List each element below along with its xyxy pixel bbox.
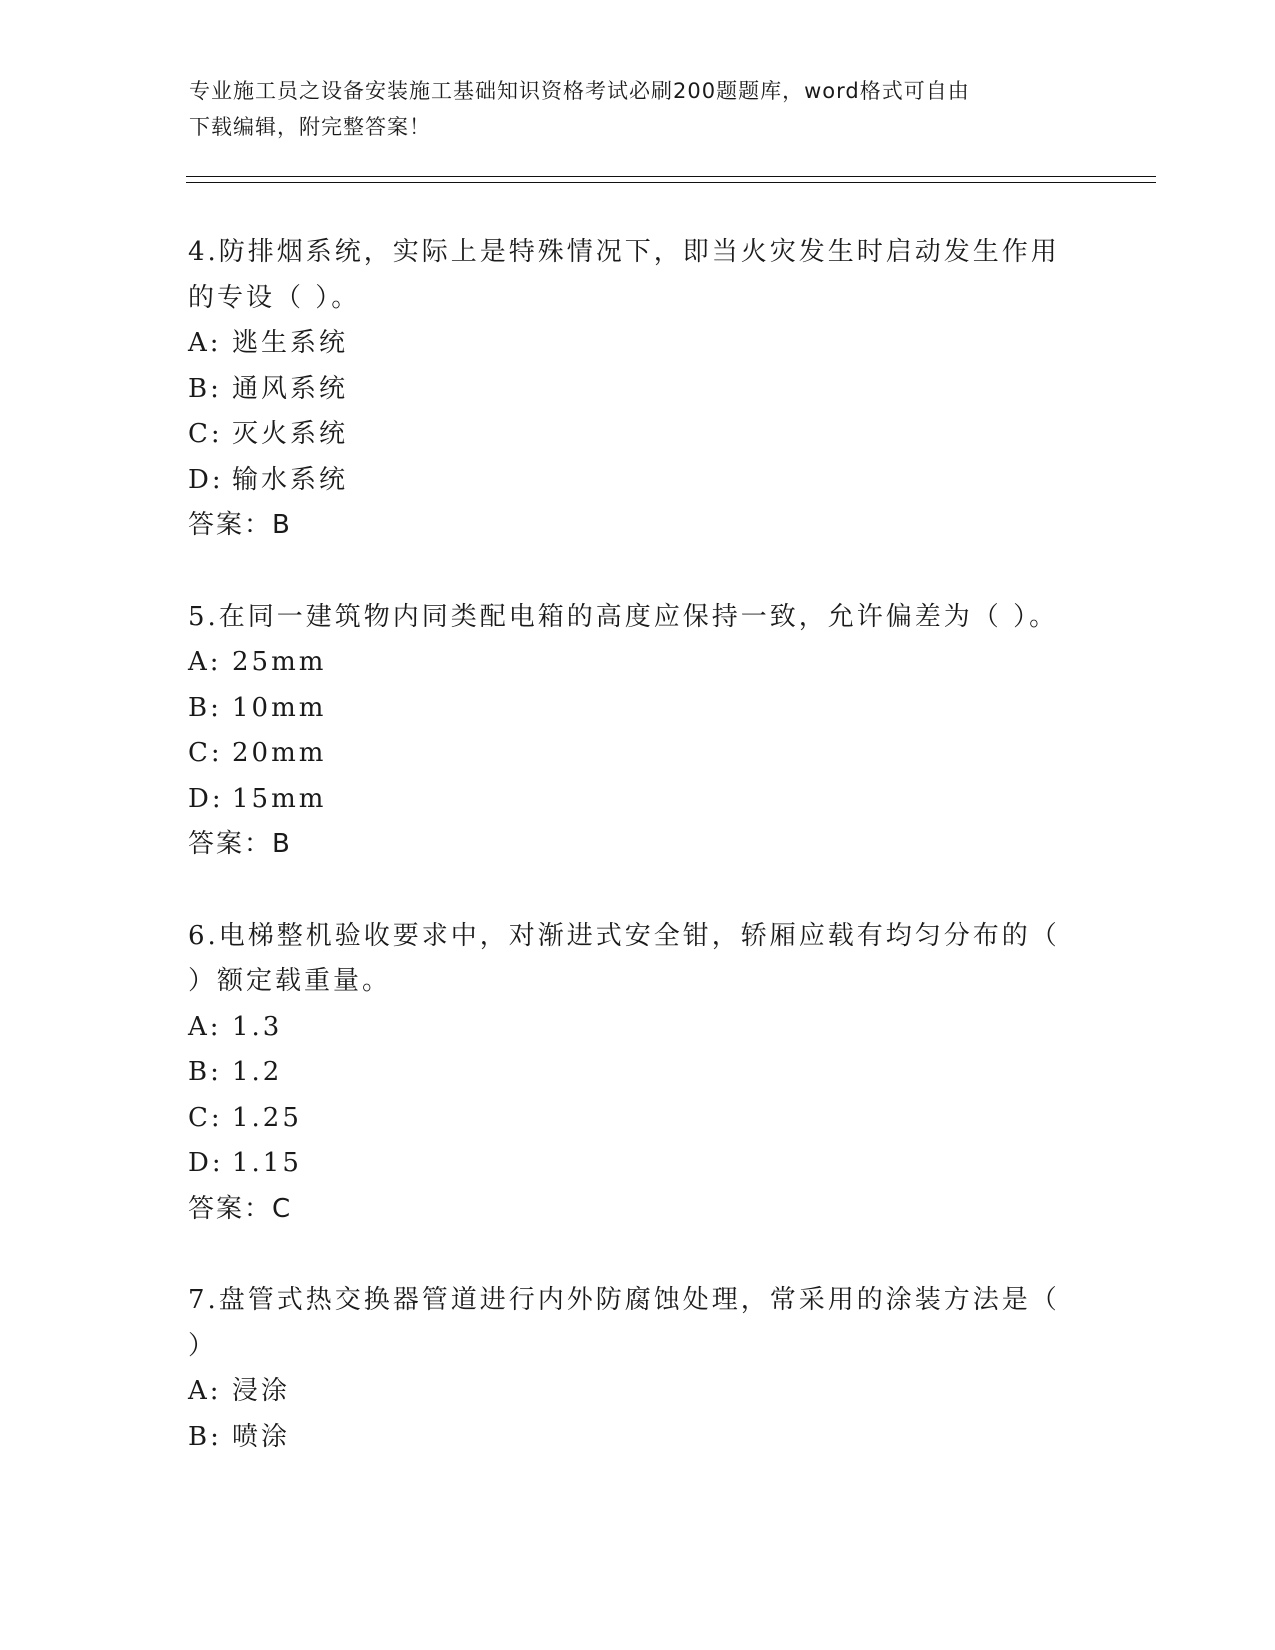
option-letter: B:	[188, 1421, 222, 1452]
question-7	[188, 1278, 1078, 1460]
question-stem	[188, 1278, 1078, 1369]
option-b	[188, 1050, 1078, 1096]
option-text: 灭火系统	[232, 419, 349, 449]
option-c	[188, 731, 1078, 777]
question-stem	[188, 914, 1078, 1005]
option-text: 10mm	[232, 692, 327, 723]
option-letter: D:	[188, 464, 224, 495]
header-line-2: 下载编辑，附完整答案！	[189, 115, 431, 139]
option-text: 15mm	[232, 783, 327, 814]
option-b	[188, 1415, 1078, 1461]
stem-line: 的专设（ ）。	[188, 282, 361, 313]
header-divider-top	[186, 176, 1156, 177]
option-letter: C:	[188, 1102, 223, 1133]
option-d	[188, 1141, 1078, 1187]
option-letter: A:	[188, 328, 222, 358]
option-b	[188, 686, 1078, 732]
option-letter: B:	[188, 373, 222, 404]
option-letter: D:	[188, 1148, 224, 1178]
question-5	[188, 595, 1078, 868]
option-c	[188, 1096, 1078, 1142]
document-header	[189, 73, 1089, 145]
option-c	[188, 412, 1078, 458]
option-letter: A:	[188, 1011, 222, 1042]
option-text: 1.25	[232, 1102, 302, 1133]
option-a	[188, 1005, 1078, 1051]
option-letter: A:	[188, 1376, 222, 1406]
option-letter: B:	[188, 692, 222, 723]
option-text: 通风系统	[232, 373, 349, 404]
question-list	[188, 230, 1078, 1506]
option-d	[188, 777, 1078, 823]
option-letter: C:	[188, 738, 223, 768]
option-letter: B:	[188, 1057, 222, 1087]
option-a	[188, 1369, 1078, 1415]
option-text: 逃生系统	[232, 328, 349, 358]
option-letter: A:	[188, 647, 222, 677]
option-a	[188, 321, 1078, 367]
option-d	[188, 458, 1078, 504]
stem-line: 4.防排烟系统，实际上是特殊情况下，即当火灾发生时启动发生作用	[188, 237, 1060, 267]
stem-line: 7.盘管式热交换器管道进行内外防腐蚀处理，常采用的涂装方法是（	[188, 1285, 1060, 1315]
question-4	[188, 230, 1078, 549]
header-divider-bottom	[186, 182, 1156, 183]
stem-line: ）额定载重量。	[188, 966, 392, 996]
option-text: 20mm	[232, 738, 327, 768]
option-text: 1.2	[232, 1057, 283, 1087]
option-b	[188, 367, 1078, 413]
stem-line: ）	[188, 1330, 218, 1361]
option-text: 输水系统	[232, 464, 349, 495]
option-letter: D:	[188, 783, 224, 814]
question-6	[188, 914, 1078, 1233]
stem-line: 5.在同一建筑物内同类配电箱的高度应保持一致，允许偏差为（ ）。	[188, 601, 1059, 632]
answer-line: 答案：C	[188, 1193, 293, 1224]
option-letter: C:	[188, 419, 223, 449]
option-text: 浸涂	[232, 1376, 291, 1406]
option-text: 喷涂	[232, 1421, 291, 1452]
option-text: 1.3	[232, 1011, 283, 1042]
option-text: 1.15	[232, 1148, 302, 1178]
question-stem	[188, 230, 1078, 321]
question-stem	[188, 595, 1078, 641]
option-text: 25mm	[232, 647, 327, 677]
answer-line: 答案：B	[188, 510, 292, 540]
header-line-1: 专业施工员之设备安装施工基础知识资格考试必刷200题题库，word格式可自由	[189, 79, 970, 103]
stem-line: 6.电梯整机验收要求中，对渐进式安全钳，轿厢应载有均匀分布的（	[188, 920, 1060, 951]
answer-line: 答案：B	[188, 829, 292, 859]
option-a	[188, 640, 1078, 686]
